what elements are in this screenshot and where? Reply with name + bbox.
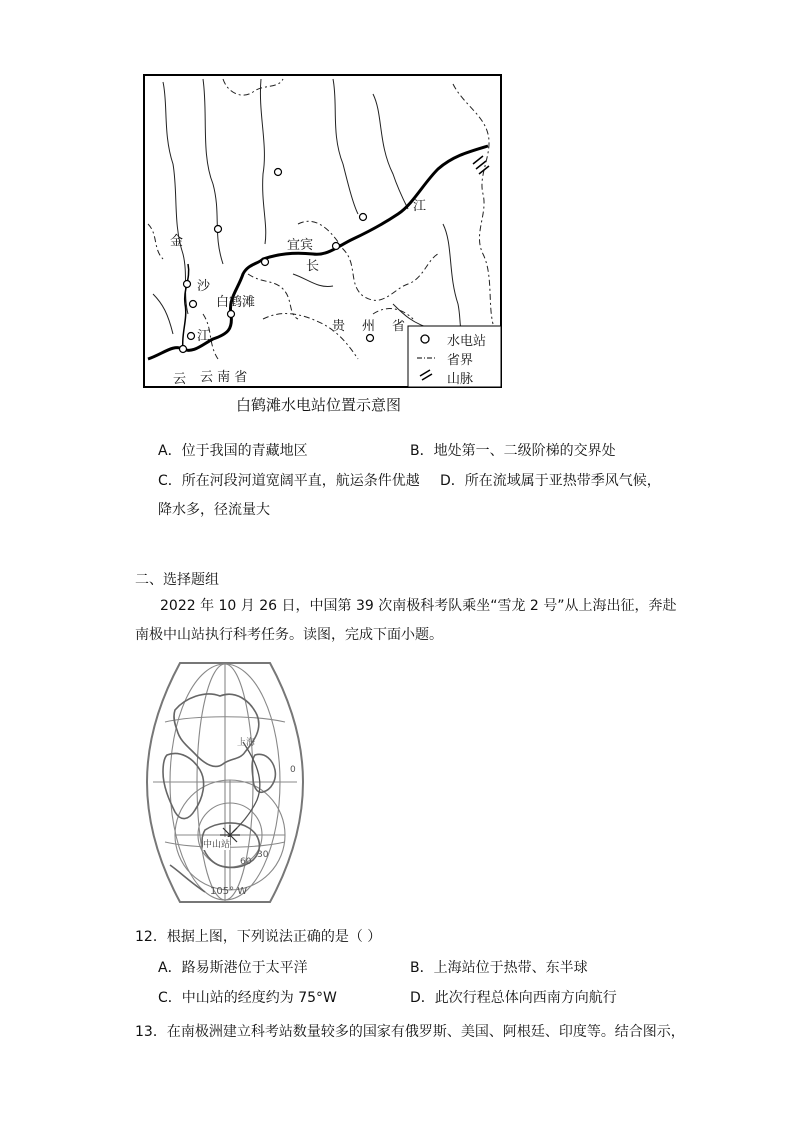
route-map xyxy=(145,660,305,905)
label-jin: 金 xyxy=(170,234,184,249)
label-jiang-yangtze: 江 xyxy=(413,199,427,214)
q13-stem: 13．在南极洲建立科考站数量较多的国家有俄罗斯、美国、阿根廷、印度等。结合图示， xyxy=(135,1024,685,1040)
legend-mountain: 山脉 xyxy=(447,372,474,387)
q11-option-d-cont: 降水多，径流量大 xyxy=(158,502,270,518)
legend-boundary: 省界 xyxy=(447,353,474,368)
label-sha: 沙 xyxy=(197,279,211,294)
q12-option-c: C．中山站的经度约为 75°W xyxy=(158,990,337,1006)
q11-option-b: B．地处第一、二级阶梯的交界处 xyxy=(410,443,616,459)
section-heading: 二、选择题组 xyxy=(135,572,219,588)
route-map-svg xyxy=(145,660,305,905)
label-yun: 云 xyxy=(173,372,187,387)
label-zhongshan-station: 中山站 xyxy=(203,837,230,850)
label-jiang-jinsha: 江 xyxy=(197,329,211,344)
q12-stem: 12．根据上图，下列说法正确的是（ ） xyxy=(135,929,382,945)
map-caption: 白鹤滩水电站位置示意图 xyxy=(236,396,402,414)
label-baihetan: 白鹤滩 xyxy=(216,295,256,310)
label-zhou: 州 xyxy=(362,319,376,334)
label-gui: 贵 xyxy=(332,319,346,334)
q12-option-a: A．路易斯港位于太平洋 xyxy=(158,960,308,976)
label-sheng: 省 xyxy=(392,319,406,334)
section-intro-line1: 2022 年 10 月 26 日，中国第 39 次南极科考队乘坐“雪龙 2 号”从上海出征，奔赴 xyxy=(160,598,677,614)
label-yunnan: 云 南 省 xyxy=(200,370,248,385)
label-chang: 长 xyxy=(306,259,320,274)
label-lat60: 60 xyxy=(240,857,252,867)
label-zero: 0 xyxy=(290,765,296,775)
q12-option-d: D．此次行程总体向西南方向航行 xyxy=(410,990,617,1006)
legend-hydro: 水电站 xyxy=(447,334,487,349)
q11-option-d: D．所在流域属于亚热带季风气候， xyxy=(440,473,661,489)
baihetan-map xyxy=(143,74,503,389)
label-meridian-105w: 105° W xyxy=(210,886,248,897)
label-shanghai: 上海 xyxy=(237,738,256,748)
q11-option-a: A．位于我国的青藏地区 xyxy=(158,443,308,459)
q11-option-c: C．所在河段河道宽阔平直，航运条件优越 xyxy=(158,473,420,489)
label-yibin: 宜宾 xyxy=(287,238,314,253)
q12-option-b: B．上海站位于热带、东半球 xyxy=(410,960,588,976)
section-intro-line2: 南极中山站执行科考任务。读图，完成下面小题。 xyxy=(135,627,443,643)
label-lat30: 30 xyxy=(257,850,269,860)
